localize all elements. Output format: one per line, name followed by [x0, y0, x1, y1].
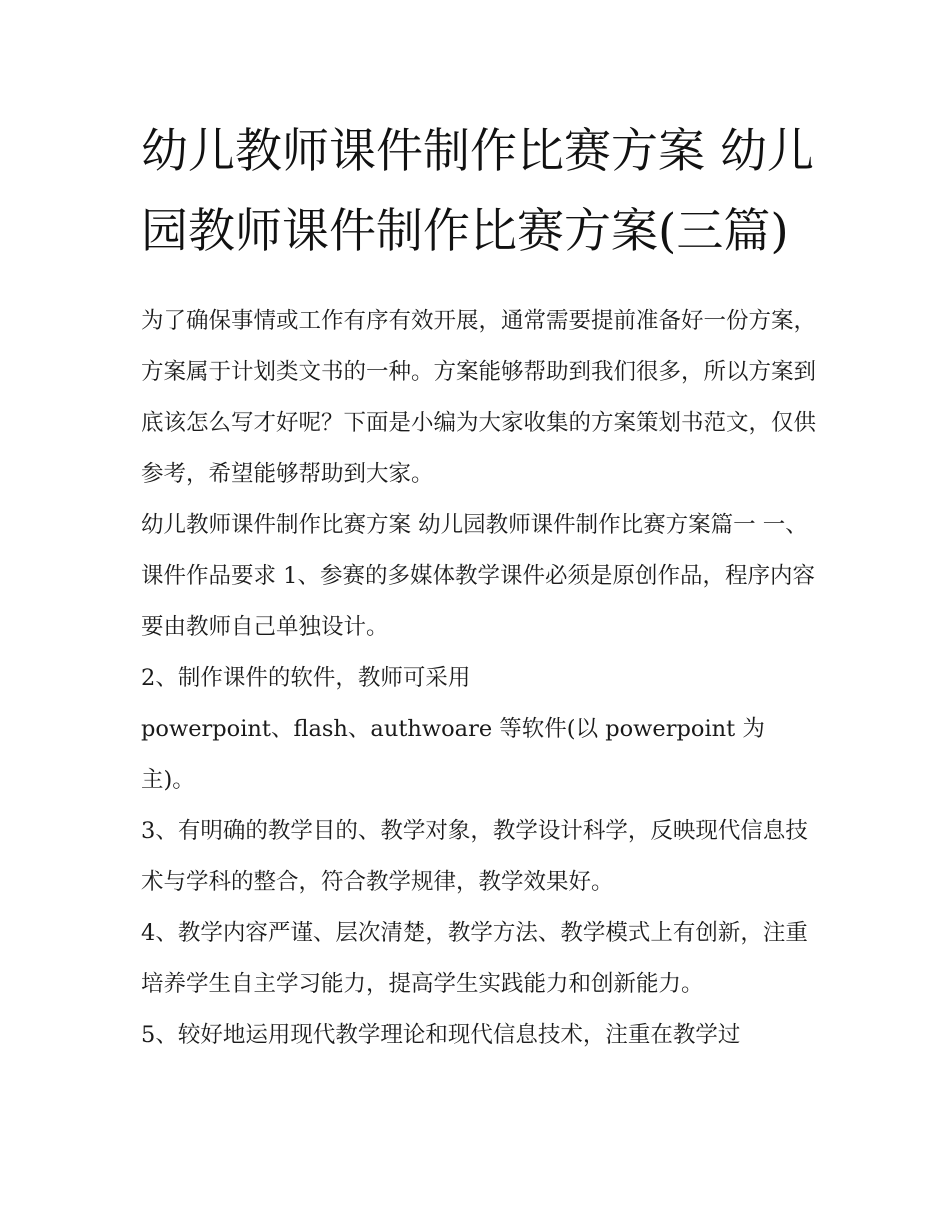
paragraph-item-2-software: powerpoint、flash、authwoare 等软件(以 powerpoint 为主)。 — [141, 716, 765, 793]
paragraph-intro: 为了确保事情或工作有序有效开展，通常需要提前准备好一份方案，方案属于计划类文书的一种。方案能够帮助到我们很多，所以方案到底该怎么写才好呢？下面是小编为大家收集的方案策划书范文，仅供参考，希望能够帮助到大家。 — [141, 308, 817, 487]
document-content — [141, 112, 817, 1061]
paragraph-section-one: 幼儿教师课件制作比赛方案 幼儿园教师课件制作比赛方案篇一 一、课件作品要求 1、参赛的多媒体教学课件必须是原创作品，程序内容要由教师自己单独设计。 — [141, 512, 815, 640]
paragraph-item-5: 5、较好地运用现代教学理论和现代信息技术，注重在教学过 — [141, 1022, 741, 1048]
document-body — [141, 296, 817, 1061]
paragraph-item-4: 4、教学内容严谨、层次清楚，教学方法、教学模式上有创新，注重培养学生自主学习能力，提高学生实践能力和创新能力。 — [141, 920, 808, 997]
paragraph-item-3: 3、有明确的教学目的、教学对象，教学设计科学，反映现代信息技术与学科的整合，符合教学规律，教学效果好。 — [141, 818, 808, 895]
paragraph-item-2: 2、制作课件的软件，教师可采用 — [141, 665, 471, 691]
document-title: 幼儿教师课件制作比赛方案 幼儿园教师课件制作比赛方案(三篇) — [141, 124, 814, 259]
